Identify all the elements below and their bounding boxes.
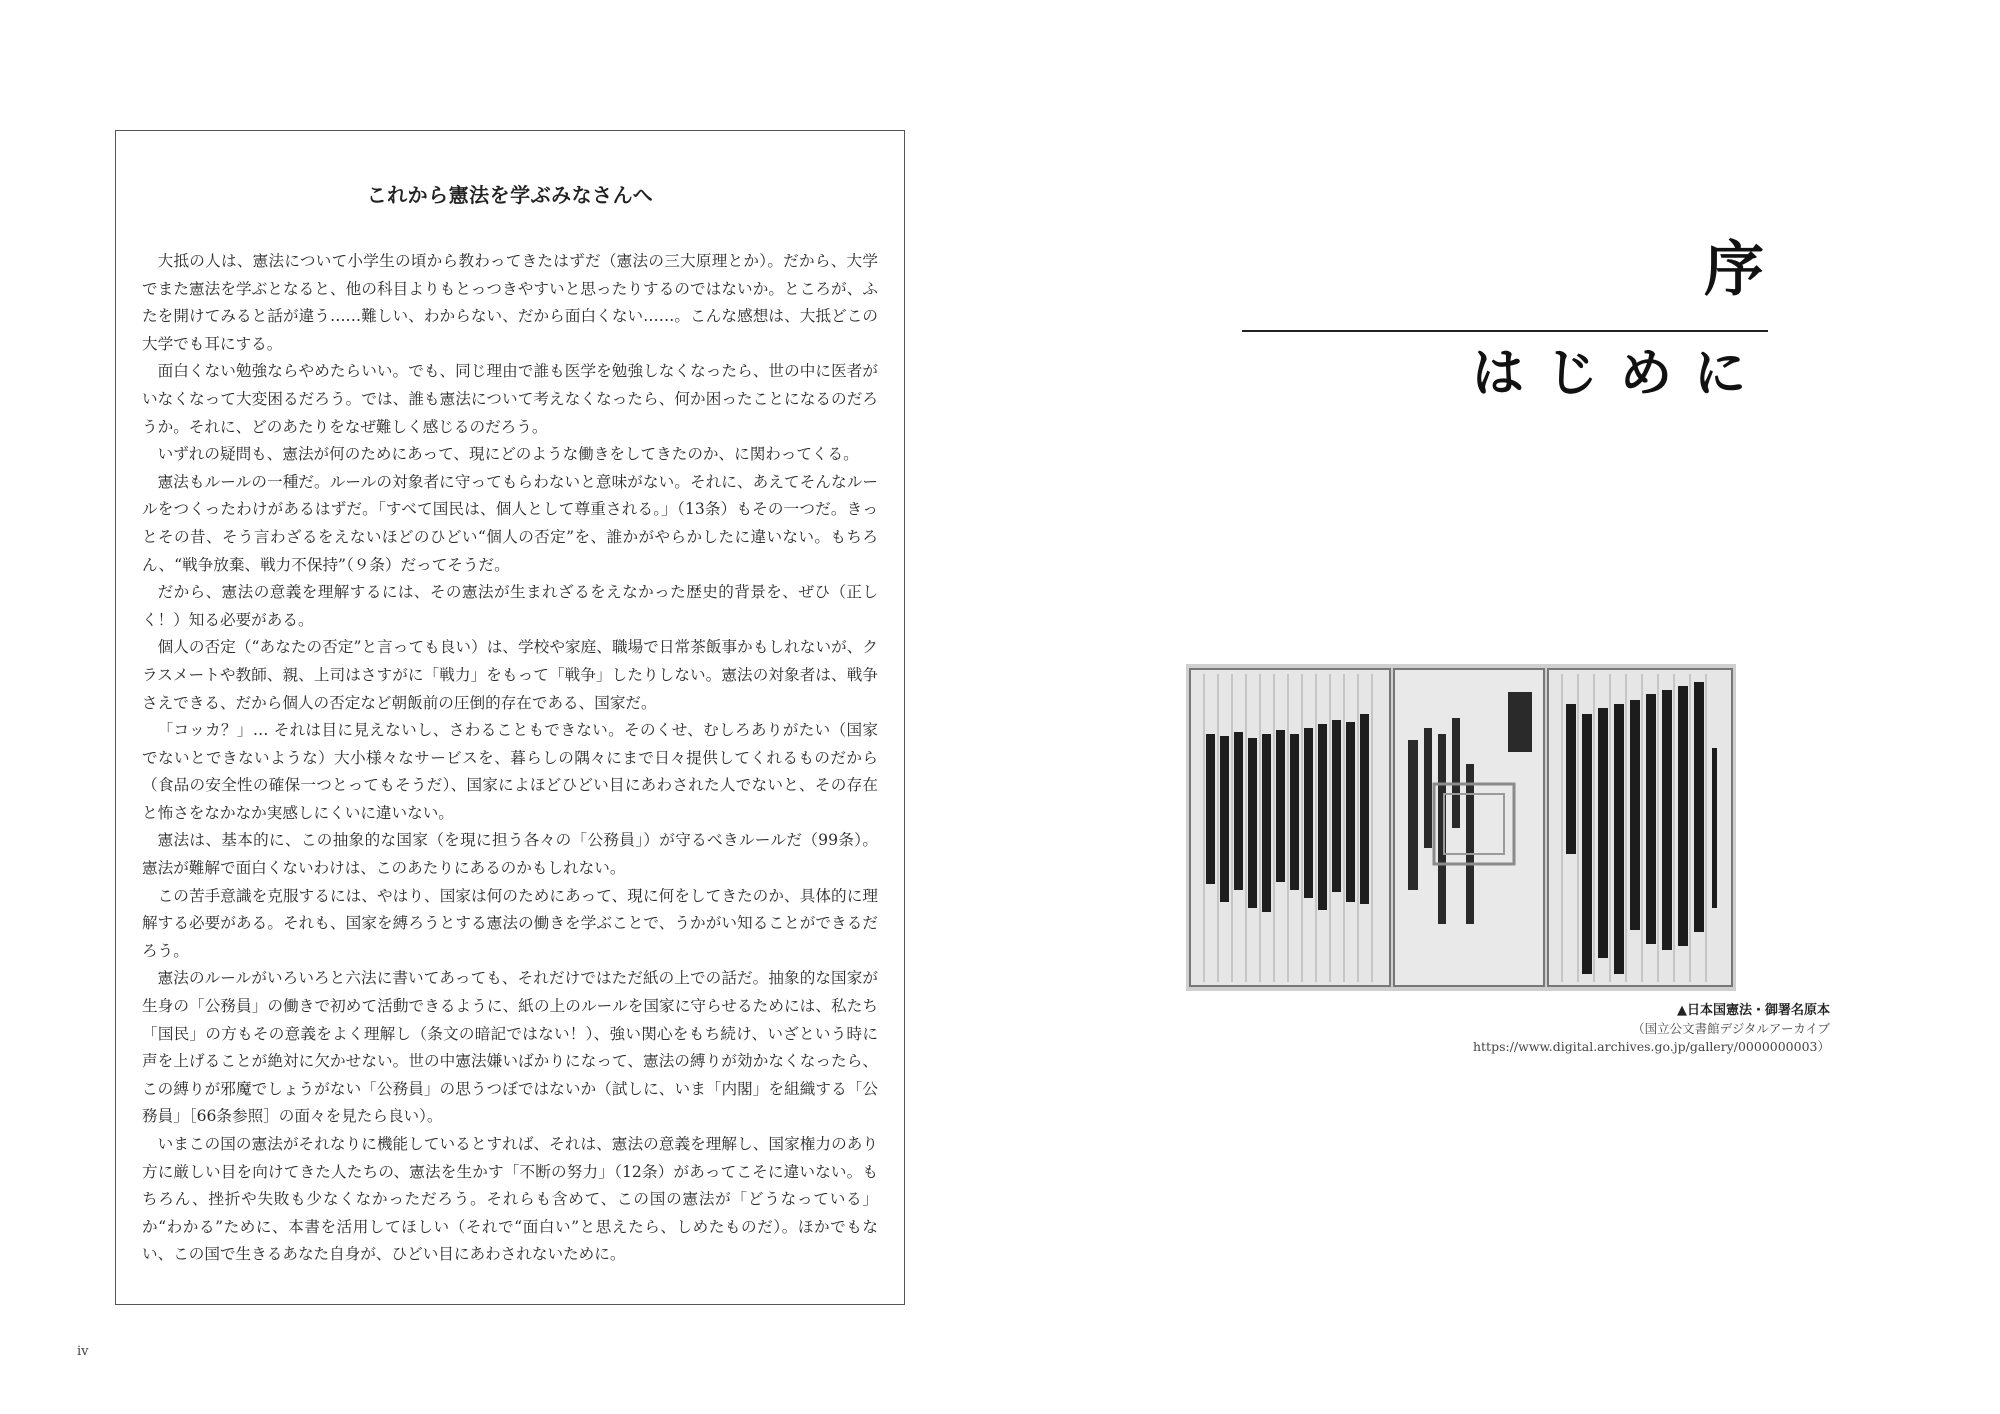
figure-source: （国立公文書館デジタルアーカイブ [1632, 1021, 1830, 1036]
figure-source-url: https://www.digital.archives.go.jp/gallery/0000000003） [1472, 1039, 1830, 1054]
chapter-label: 序 [1704, 235, 1764, 305]
preface-box [115, 130, 905, 1305]
preface-paragraph: 面白くない勉強ならやめたらいい。でも、同じ理由で誰も医学を勉強しなくなったら、世の中に医者がいなくなって大変困るだろう。では、誰も憲法について考えなくなったら、何か困ったことになるのだろうか。それに、どのあたりをなぜ難しく感じるのだろう。 [142, 362, 878, 436]
chapter-title: はじめに [1471, 344, 1768, 404]
preface-paragraph: 憲法もルールの一種だ。ルールの対象者に守ってもらわないと意味がない。それに、あえてそんなルールをつくったわけがあるはずだ。「すべて国民は、個人として尊重される。」（13条）もその一つだ。きっとその昔、そう言わざるをえないほどのひどい“個人の否定”を、誰かがやらかしたに違いない。もちろん、“戦争放棄、戦力不保持”（９条）だってそうだ。 [142, 472, 878, 574]
figure-caption [1473, 1001, 1830, 1056]
preface-paragraph: 「コッカ？」… それは目に見えないし、さわることもできない。そのくせ、むしろありがたい（国家でないとできないような）大小様々なサービスを、暮らしの隅々にまで日々提供してくれるものだから（食品の安全性の確保一つとってもそうだ）、国家によほどひどい目にあわされた人でないと、その存在と怖さをなかなか実感しにくいに違いない。 [142, 721, 878, 822]
preface-paragraph: 憲法のルールがいろいろと六法に書いてあっても、それだけではただ紙の上での話だ。抽象的な国家が生身の「公務員」の働きで初めて活動できるように、紙の上のルールを国家に守らせるためには、私たち「国民」の方もその意義をよく理解し（条文の暗記ではない！）、強い関心をもち続け、いざという時に声を上げることが絶対に欠かせない。世の中憲法嫌いばかりになって、憲法の縛りが効かなくなったら、この縛りが邪魔でしょうがない「公務員」の思うつぼではないか（試しに、いま「内閣」を組織する「公務員」［66条参照］の面々を見たら良い）。 [142, 969, 878, 1126]
preface-paragraph: この苦手意識を克服するには、やはり、国家は何のためにあって、現に何をしてきたのか、具体的に理解する必要がある。それも、国家を縛ろうとする憲法の働きを学ぶことで、うかがい知ることができるだろう。 [142, 886, 878, 960]
preface-title: これから憲法を学ぶみなさんへ [366, 183, 654, 207]
preface-paragraph: 憲法は、基本的に、この抽象的な国家（を現に担う各々の「公務員」）が守るべきルールだ（99条）。憲法が難解で面白くないわけは、このあたりにあるのかもしれない。 [142, 831, 878, 878]
constitution-document-photo [1186, 664, 1736, 991]
preface-paragraph: 大抵の人は、憲法について小学生の頃から教わってきたはずだ（憲法の三大原理とか）。だから、大学でまた憲法を学ぶとなると、他の科目よりもとっつきやすいと思ったりするのではないか。ところが、ふたを開けてみると話が違う……難しい、わからない、だから面白くない……。こんな感想は、大抵どこの大学でも耳にする。 [142, 252, 878, 353]
preface-paragraph: 個人の否定（“あなたの否定”と言っても良い）は、学校や家庭、職場で日常茶飯事かもしれないが、クラスメートや教師、親、上司はさすがに「戦力」をもって「戦争」したりしない。憲法の対象者は、戦争さえできる、だから個人の否定など朝飯前の圧倒的存在である、国家だ。 [142, 638, 878, 712]
chapter-divider [1242, 330, 1768, 332]
preface-paragraph: いずれの疑問も、憲法が何のためにあって、現にどのような働きをしてきたのか、に関わってくる。 [157, 445, 859, 464]
preface-paragraph: いまこの国の憲法がそれなりに機能しているとすれば、それは、憲法の意義を理解し、国家権力のあり方に厳しい目を向けてきた人たちの、憲法を生かす「不断の努力」（12条）があってこそに違いない。もちろん、挫折や失敗も少なくなかっただろう。それらも含めて、この国の憲法が「どうなっている」か“わかる”ために、本書を活用してほしい（それで“面白い”と思えたら、しめたものだ）。ほかでもない、この国で生きるあなた自身が、ひどい目にあわされないために。 [142, 1135, 878, 1264]
page-number: iv [77, 1344, 89, 1359]
preface-paragraph: だから、憲法の意義を理解するには、その憲法が生まれざるをえなかった歴史的背景を、ぜひ（正しく！）知る必要がある。 [142, 583, 878, 629]
figure-caption-title: ▲日本国憲法・御署名原本 [1677, 1003, 1830, 1018]
